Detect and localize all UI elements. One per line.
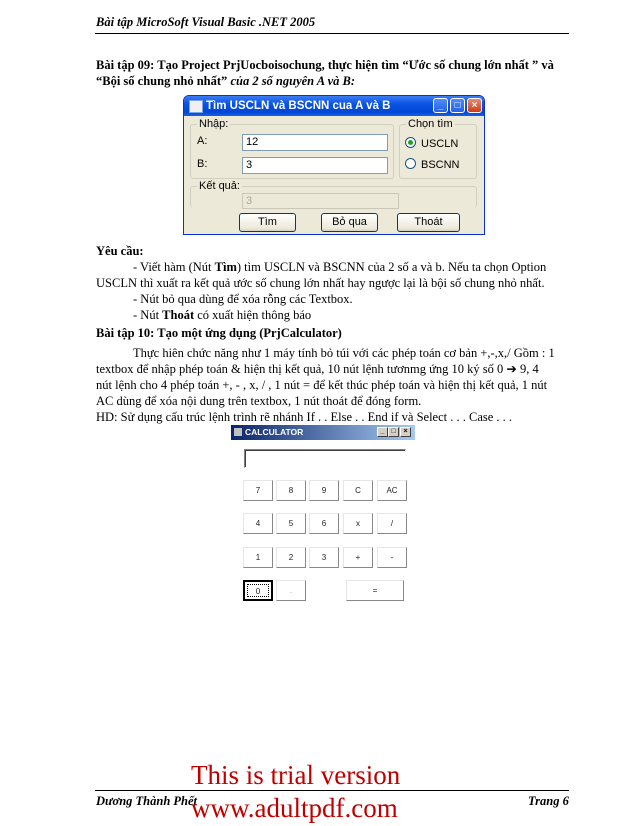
key-7[interactable]: 7 xyxy=(243,480,273,501)
key-all-clear[interactable]: AC xyxy=(377,480,407,501)
option-uscln[interactable] xyxy=(405,137,458,150)
close-button[interactable] xyxy=(467,98,482,113)
ex9-heading xyxy=(96,57,576,89)
req3-text-b: Thoát xyxy=(162,308,195,322)
exit-button[interactable]: Thoát xyxy=(397,213,460,232)
uscln-window xyxy=(183,95,485,235)
ex10-line-1: Thực hiên chức năng như 1 máy tính bỏ túi với các phép toán cơ bản +,-,x,/ Gồm : 1 xyxy=(133,346,555,360)
close-icon: × xyxy=(471,100,478,111)
minimize-icon: _ xyxy=(380,428,385,435)
ex10-line-2: textbox để nhập phép toán & hiện thị kết quả, 10 nút lệnh tươnmg ứng 10 ký số 0 ➔ 9, 4 xyxy=(96,362,539,376)
input-b[interactable]: 3 xyxy=(242,157,388,174)
ex10-line-3: nút lệnh cho 4 phép toán +, - , x, / , 1 nút = để kết thúc phép toán và hiện thị kết quả, 1 nút xyxy=(96,378,548,392)
close-icon: × xyxy=(403,428,408,435)
key-plus[interactable]: + xyxy=(343,547,373,568)
input-a[interactable]: 12 xyxy=(242,134,388,151)
ex9-heading-line2: “Bội số chung nhỏ nhất” xyxy=(96,74,228,88)
uscln-window-title: Tìm USCLN và BSCNN cua A và B xyxy=(206,100,391,112)
req1-text-a: - Viết hàm (Nút xyxy=(133,260,215,274)
choice-group xyxy=(399,118,477,179)
minimize-button[interactable] xyxy=(433,98,448,113)
radio-checked-icon xyxy=(405,137,416,148)
ex10-heading: Bài tập 10: Tạo một ứng dụng (PrjCalculator) xyxy=(96,326,342,340)
option-bscnn[interactable] xyxy=(405,158,460,171)
uscln-window-titlebar[interactable] xyxy=(184,96,484,116)
req1-text-b: Tìm xyxy=(214,260,237,274)
key-clear[interactable]: C xyxy=(343,480,373,501)
key-8[interactable]: 8 xyxy=(276,480,306,501)
close-button[interactable] xyxy=(400,427,411,437)
maximize-button[interactable] xyxy=(388,427,399,437)
req-item-3 xyxy=(96,307,576,323)
choice-group-label: Chọn tìm xyxy=(408,118,453,130)
key-9[interactable]: 9 xyxy=(309,480,339,501)
option-uscln-label: USCLN xyxy=(421,138,459,150)
calculator-titlebar[interactable] xyxy=(231,425,415,440)
maximize-button[interactable] xyxy=(450,98,465,113)
footer-author: Dương Thành Phết xyxy=(96,794,198,808)
maximize-icon: □ xyxy=(391,428,396,435)
ex9-heading-line1: Bài tập 09: Tạo Project PrjUocboisochung, thực hiện tìm “Ước số chung lớn nhất ” và xyxy=(96,58,554,72)
header-rule xyxy=(95,33,569,34)
key-equals[interactable]: = xyxy=(346,580,404,601)
label-a: A: xyxy=(197,135,208,147)
result-field: 3 xyxy=(242,193,399,209)
key-4[interactable]: 4 xyxy=(243,513,273,534)
minimize-icon: _ xyxy=(437,100,444,111)
req-item-2: - Nút bỏ qua dùng để xóa rỗng các Textbox. xyxy=(133,292,353,306)
ex10-body xyxy=(96,345,586,425)
watermark-line-1: This is trial version xyxy=(191,760,401,790)
page-header-title: Bài tập MicroSoft Visual Basic .NET 2005 xyxy=(96,15,316,29)
skip-button[interactable]: Bỏ qua xyxy=(321,213,378,232)
key-6[interactable]: 6 xyxy=(309,513,339,534)
requirements-title: Yêu cầu: xyxy=(96,244,144,258)
calculator-window xyxy=(231,425,415,622)
option-bscnn-label: BSCNN xyxy=(421,159,460,171)
req3-text-a: - Nút xyxy=(133,308,163,322)
req-item-1 xyxy=(96,259,576,275)
requirements-body xyxy=(96,259,576,323)
req3-text-c: có xuất hiện thông báo xyxy=(194,308,312,322)
key-0-label: 0 xyxy=(255,587,261,596)
app-icon xyxy=(234,428,242,436)
label-b: B: xyxy=(197,158,208,170)
key-decimal[interactable]: . xyxy=(276,580,306,601)
calculator-title: CALCULATOR xyxy=(245,427,304,437)
req-item-1-cont: USCLN thì xuất ra kết quả ước số chung lớn nhất hay ngược lại là bội số chung nhỏ nhất. xyxy=(96,276,545,290)
key-minus[interactable]: - xyxy=(377,547,407,568)
key-5[interactable]: 5 xyxy=(276,513,306,534)
result-group-label: Kết quả: xyxy=(199,180,240,192)
calculator-display[interactable] xyxy=(244,449,406,468)
key-0[interactable] xyxy=(243,580,273,601)
key-multiply[interactable]: x xyxy=(343,513,373,534)
footer-page-number: Trang 6 xyxy=(528,794,569,808)
app-icon xyxy=(189,100,203,113)
watermark-line-2: www.adultpdf.com xyxy=(191,793,398,823)
input-group-label: Nhập: xyxy=(199,118,229,130)
find-button[interactable]: Tìm xyxy=(239,213,296,232)
ex10-line-4: AC dùng để xóa nội dung trên textbox, 1 nút thoát để đóng form. xyxy=(96,394,422,408)
minimize-button[interactable] xyxy=(377,427,388,437)
key-divide[interactable]: / xyxy=(377,513,407,534)
req1-text-c: ) tìm USCLN và BSCNN của 2 số a và b. Nếu ta chọn Option xyxy=(236,260,547,274)
input-group xyxy=(190,118,394,179)
result-group xyxy=(190,180,477,208)
key-1[interactable]: 1 xyxy=(243,547,273,568)
key-3[interactable]: 3 xyxy=(309,547,339,568)
radio-unchecked-icon xyxy=(405,158,416,169)
ex10-line-5: HD: Sử dụng cấu trúc lệnh trình rẽ nhánh If . . Else . . End if và Select . . . Case . . . xyxy=(96,410,513,424)
focus-rect xyxy=(247,584,269,597)
ex9-heading-italic: của 2 số nguyên A và B: xyxy=(227,74,355,88)
key-2[interactable]: 2 xyxy=(276,547,306,568)
maximize-icon: □ xyxy=(454,100,461,111)
